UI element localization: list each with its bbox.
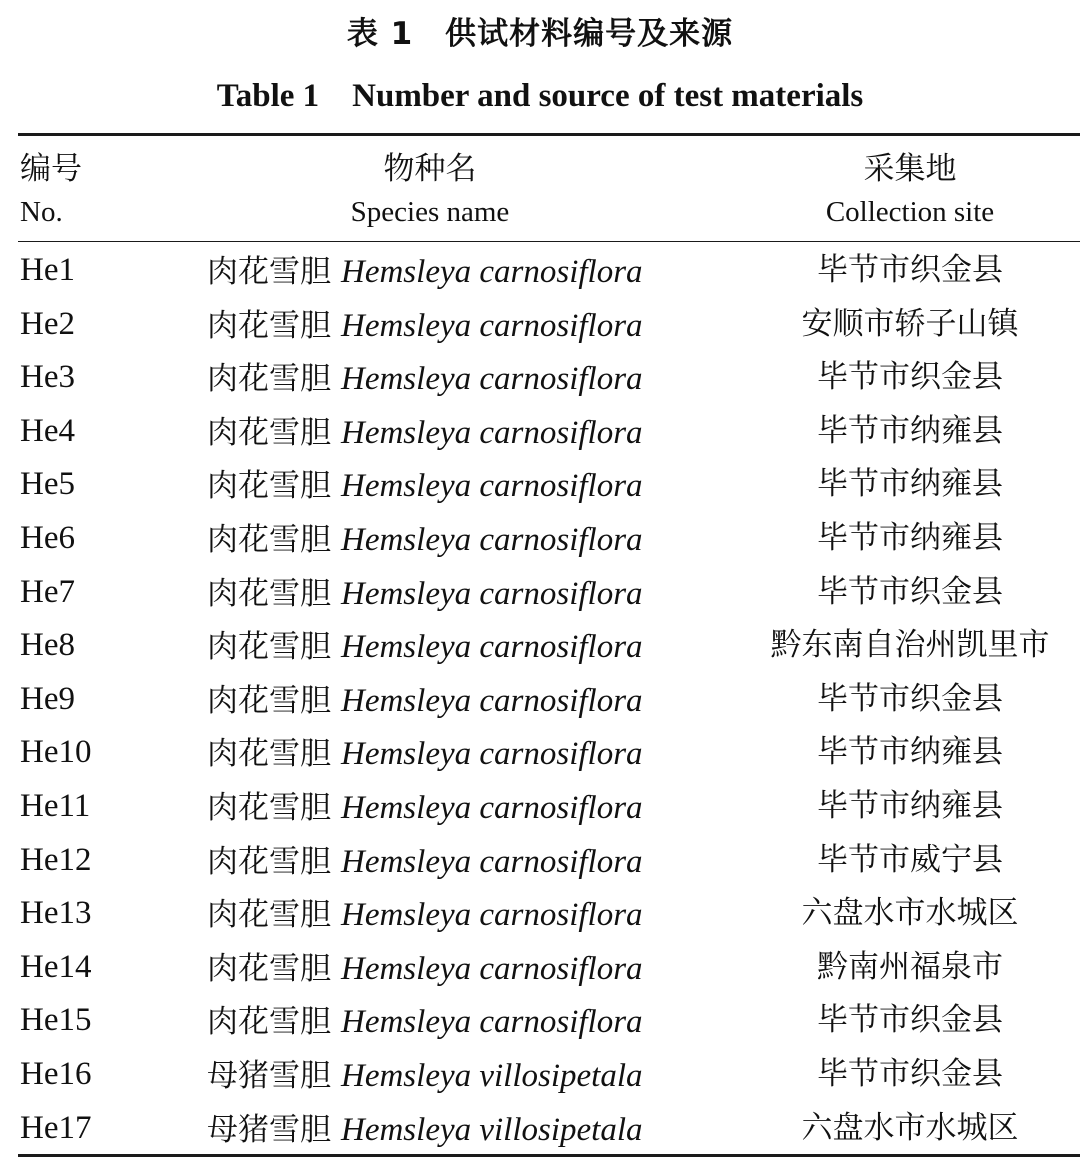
cell-number: He4 [20, 412, 75, 449]
column-header-number-en: No. [20, 196, 63, 228]
table-row [0, 351, 1080, 405]
species-chinese-name: 肉花雪胆 [207, 629, 331, 666]
species-chinese-name: 肉花雪胆 [207, 254, 331, 290]
cell-number: He7 [20, 573, 75, 610]
cell-collection-site: 毕节市织金县 [817, 1002, 1003, 1039]
species-chinese-name: 肉花雪胆 [207, 682, 331, 719]
cell-number: He13 [20, 895, 92, 932]
cell-collection-site: 安顺市轿子山镇 [801, 305, 1019, 342]
cell-collection-site: 黔东南自治州凯里市 [770, 627, 1050, 664]
cell-collection-site: 毕节市织金县 [817, 359, 1003, 396]
cell-species [207, 994, 667, 1050]
species-latin-name: Hemsleya carnosiflora [341, 307, 643, 344]
table-row [0, 619, 1080, 673]
column-header-species-cn: 物种名 [383, 151, 477, 187]
table-row [0, 512, 1080, 566]
species-latin-name: Hemsleya villosipetala [341, 1111, 643, 1148]
table-bottom-rule [18, 1154, 1080, 1157]
cell-collection-site: 毕节市威宁县 [817, 841, 1003, 878]
cell-species [207, 619, 667, 675]
cell-collection-site: 毕节市纳雍县 [817, 466, 1003, 503]
cell-number: He8 [20, 627, 75, 664]
cell-species [207, 780, 667, 836]
cell-collection-site: 毕节市织金县 [817, 680, 1003, 717]
table-row [0, 994, 1080, 1048]
table-row [0, 298, 1080, 352]
cell-number: He14 [20, 948, 92, 985]
species-latin-name: Hemsleya carnosiflora [341, 629, 643, 666]
table-row [0, 673, 1080, 727]
cell-species [207, 244, 667, 300]
species-latin-name: Hemsleya carnosiflora [341, 950, 643, 987]
cell-number: He6 [20, 519, 75, 556]
species-chinese-name: 肉花雪胆 [207, 789, 331, 826]
cell-collection-site: 六盘水市水城区 [801, 895, 1019, 932]
species-latin-name: Hemsleya carnosiflora [341, 682, 643, 719]
table-row [0, 941, 1080, 995]
column-header-number-cn: 编号 [20, 151, 82, 187]
column-header-site [740, 148, 1080, 234]
species-latin-name: Hemsleya carnosiflora [341, 414, 643, 451]
species-latin-name: Hemsleya carnosiflora [341, 575, 643, 612]
table-row [0, 405, 1080, 459]
species-latin-name: Hemsleya carnosiflora [341, 736, 643, 773]
table-row [0, 780, 1080, 834]
cell-number: He2 [20, 305, 75, 342]
cell-species [207, 512, 667, 568]
cell-collection-site: 毕节市纳雍县 [817, 787, 1003, 824]
table-row [0, 1102, 1080, 1156]
cell-species [207, 405, 667, 461]
cell-collection-site: 毕节市织金县 [817, 252, 1003, 288]
species-chinese-name: 肉花雪胆 [207, 521, 331, 558]
species-latin-name: Hemsleya carnosiflora [341, 789, 643, 826]
cell-collection-site: 黔南州福泉市 [817, 948, 1003, 985]
species-chinese-name: 母猪雪胆 [207, 1057, 331, 1094]
column-header-number [20, 148, 180, 234]
table-row [0, 726, 1080, 780]
cell-number: He1 [20, 252, 75, 288]
cell-species [207, 834, 667, 890]
species-latin-name: Hemsleya carnosiflora [341, 897, 643, 934]
table-title-chinese: 表 1 供试材料编号及来源 [346, 16, 734, 52]
cell-number: He17 [20, 1109, 92, 1146]
cell-collection-site: 毕节市织金县 [817, 573, 1003, 610]
cell-number: He10 [20, 734, 92, 771]
table-header-rule [18, 241, 1080, 242]
species-chinese-name: 肉花雪胆 [207, 843, 331, 880]
table-top-rule [18, 133, 1080, 136]
table-row [0, 834, 1080, 888]
species-latin-name: Hemsleya carnosiflora [341, 254, 643, 290]
cell-collection-site: 毕节市纳雍县 [817, 519, 1003, 556]
column-header-species [200, 148, 660, 234]
species-chinese-name: 母猪雪胆 [207, 1111, 331, 1148]
species-chinese-name: 肉花雪胆 [207, 1004, 331, 1041]
column-header-site-cn: 采集地 [863, 151, 957, 187]
table-row [0, 887, 1080, 941]
species-chinese-name: 肉花雪胆 [207, 575, 331, 612]
species-latin-name: Hemsleya carnosiflora [341, 843, 643, 880]
cell-number: He12 [20, 841, 92, 878]
cell-number: He16 [20, 1055, 92, 1092]
cell-species [207, 673, 667, 729]
species-latin-name: Hemsleya carnosiflora [341, 1004, 643, 1041]
cell-collection-site: 六盘水市水城区 [801, 1109, 1019, 1146]
cell-species [207, 887, 667, 943]
table-row [0, 244, 1080, 298]
species-latin-name: Hemsleya carnosiflora [341, 521, 643, 558]
table-row [0, 566, 1080, 620]
cell-number: He9 [20, 680, 75, 717]
species-chinese-name: 肉花雪胆 [207, 950, 331, 987]
cell-number: He15 [20, 1002, 92, 1039]
species-chinese-name: 肉花雪胆 [207, 414, 331, 451]
cell-number: He5 [20, 466, 75, 503]
cell-species [207, 351, 667, 407]
table-title-english: Table 1 Number and source of test materials [216, 78, 864, 114]
species-chinese-name: 肉花雪胆 [207, 468, 331, 505]
cell-collection-site: 毕节市织金县 [817, 1055, 1003, 1092]
cell-number: He11 [20, 787, 91, 824]
table-row [0, 1048, 1080, 1102]
column-header-site-en: Collection site [825, 196, 995, 228]
species-latin-name: Hemsleya villosipetala [341, 1057, 643, 1094]
cell-collection-site: 毕节市纳雍县 [817, 734, 1003, 771]
cell-species [207, 566, 667, 622]
cell-species [207, 726, 667, 782]
table-row [0, 458, 1080, 512]
cell-species [207, 458, 667, 514]
column-header-species-en: Species name [350, 196, 510, 228]
table-body [0, 244, 1080, 1155]
species-chinese-name: 肉花雪胆 [207, 897, 331, 934]
species-chinese-name: 肉花雪胆 [207, 736, 331, 773]
cell-number: He3 [20, 359, 75, 396]
species-chinese-name: 肉花雪胆 [207, 361, 331, 398]
cell-species [207, 1048, 667, 1104]
species-chinese-name: 肉花雪胆 [207, 307, 331, 344]
species-latin-name: Hemsleya carnosiflora [341, 361, 643, 398]
species-latin-name: Hemsleya carnosiflora [341, 468, 643, 505]
cell-collection-site: 毕节市纳雍县 [817, 412, 1003, 449]
cell-species [207, 298, 667, 354]
cell-species [207, 941, 667, 997]
cell-species [207, 1102, 667, 1158]
